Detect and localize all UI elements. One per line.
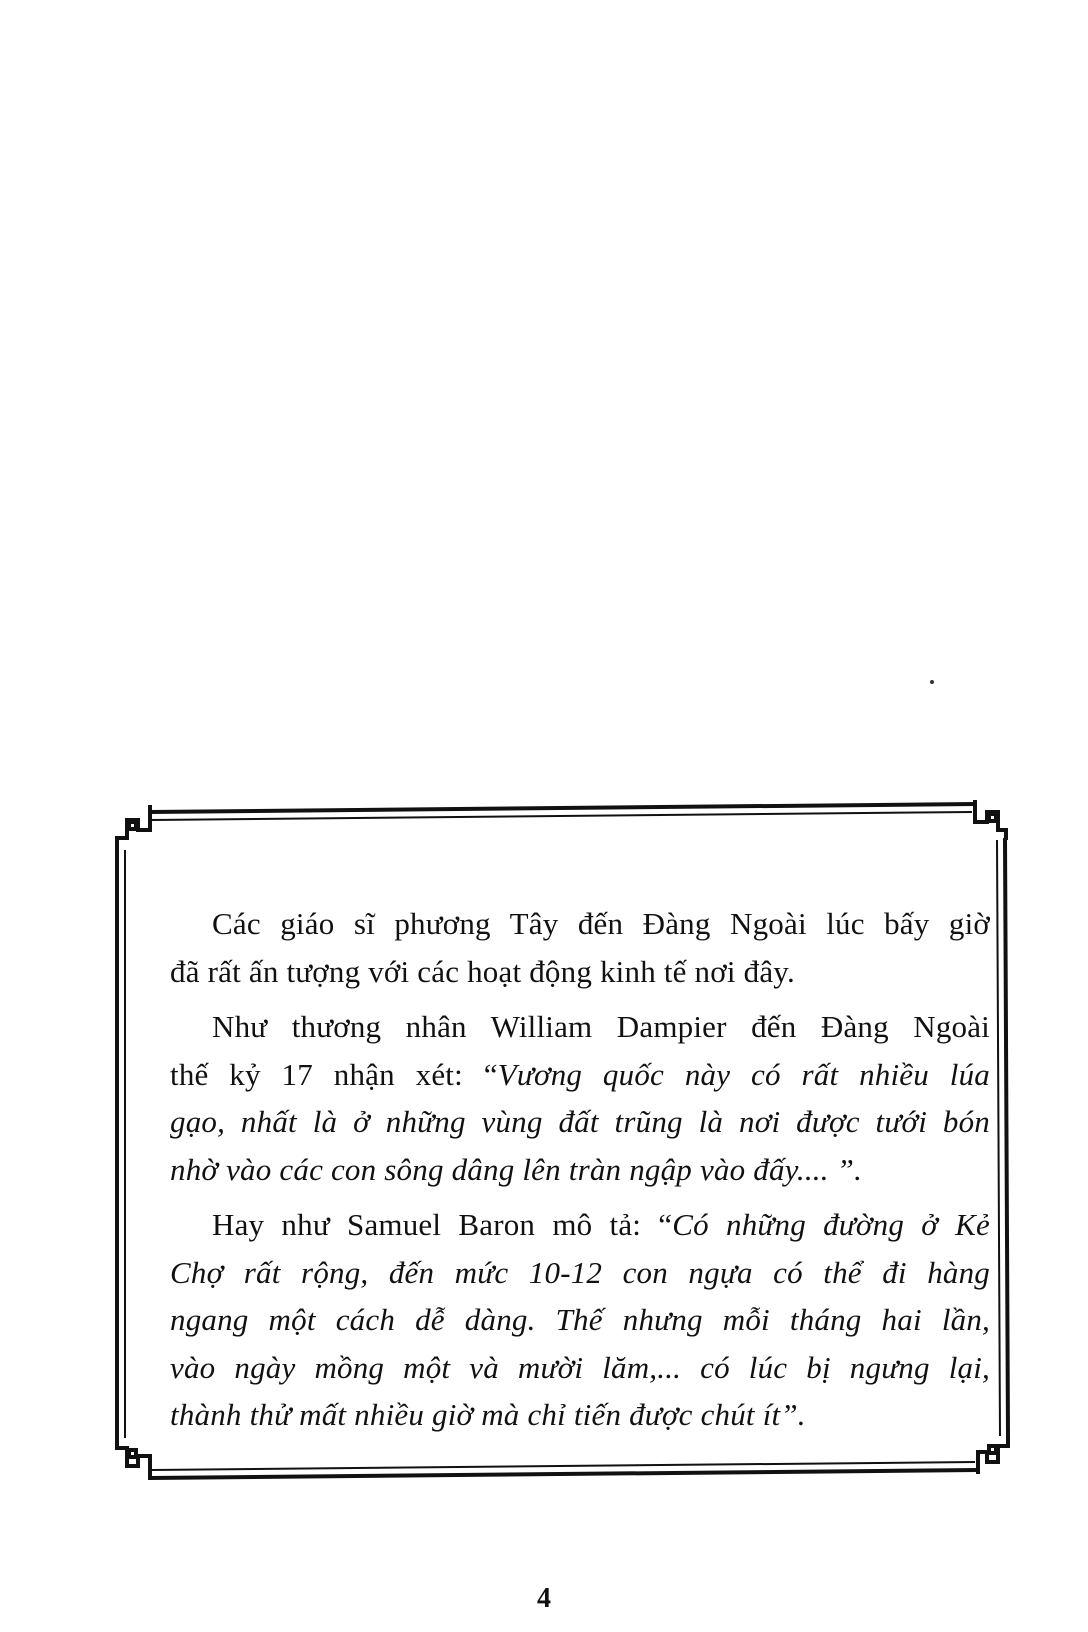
frame-corner-top-right xyxy=(975,800,1006,840)
paragraph-1 xyxy=(170,900,990,995)
quote-text: Vương quốc này có rất nhiều lúa xyxy=(497,1056,991,1092)
frame-right-edge xyxy=(1005,838,1008,1438)
frame-corner-top-left xyxy=(117,805,150,850)
quote-text: Có những đường ở Kẻ xyxy=(672,1207,990,1242)
paragraph-2 xyxy=(170,1003,990,1193)
page-number: 4 xyxy=(537,1583,551,1614)
quote-intro: thế kỷ 17 nhận xét: “ xyxy=(170,1056,498,1092)
frame-bottom-edge xyxy=(150,1470,978,1478)
quote-intro: Hay như Samuel Baron mô tả: “ xyxy=(212,1207,673,1242)
framed-text xyxy=(170,900,990,1447)
paragraph-3 xyxy=(170,1201,990,1439)
text-line-with-quote xyxy=(170,1201,990,1249)
frame-top-edge xyxy=(150,804,975,812)
quote-line: nhờ vào các con sông dâng lên tràn ngập vào đấy.... ”. xyxy=(170,1151,863,1187)
quote-line: vào ngày mồng một và mười lăm,... có lúc bị ngưng lại, xyxy=(170,1349,990,1385)
text-line: Như thương nhân William Dampier đến Đàng Ngoài xyxy=(212,1009,990,1044)
text-line-with-quote xyxy=(170,1051,990,1099)
text-line: Các giáo sĩ phương Tây đến Đàng Ngoài lúc bấy giờ xyxy=(212,906,990,941)
quote-line: ngang một cách dễ dàng. Thế nhưng mỗi tháng hai lần, xyxy=(170,1302,990,1337)
quote-line: Chợ rất rộng, đến mức 10-12 con ngựa có thể đi hàng xyxy=(170,1254,990,1290)
quote-line: thành thử mất nhiều giờ mà chỉ tiến được chút ít”. xyxy=(170,1397,806,1432)
text-line: đã rất ấn tượng với các hoạt động kinh tế nơi đây. xyxy=(170,953,795,989)
quote-line: gạo, nhất là ở những vùng đất trũng là nơi được tưới bón xyxy=(170,1104,990,1139)
frame-corner-bottom-left xyxy=(117,1438,150,1480)
